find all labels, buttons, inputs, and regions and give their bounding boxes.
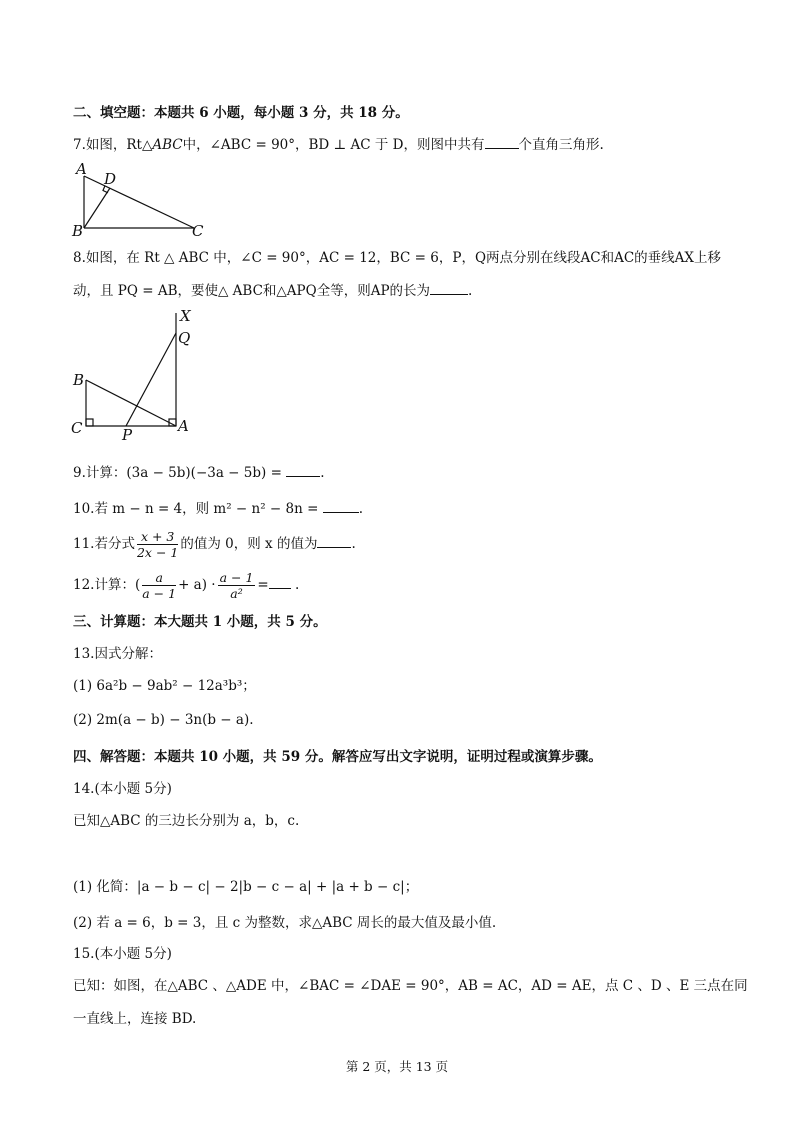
page-footer: 第 2 页，共 13 页 [345, 1059, 449, 1074]
label-a: A [178, 417, 189, 435]
q11-text-a: 11.若分式 [73, 536, 135, 552]
section-4-heading: 四、解答题：本题共 10 小题，共 59 分。解答应写出文字说明，证明过程或演算步骤。 [73, 749, 602, 765]
question-7 [73, 134, 604, 155]
q12-text-d: . [295, 577, 300, 593]
question-10 [73, 498, 363, 519]
question-8-line-1: 8.如图，在 Rt △ ABC 中，∠C = 90°，AC = 12，BC = 6，P，Q两点分别在线段AC和AC的垂线AX上移 [73, 250, 722, 266]
q7-answer-blank[interactable] [485, 134, 519, 149]
question-15-stem-line-1: 已知：如图，在△ABC 、△ADE 中，∠BAC = ∠DAE = 90°，AB = AC，AD = AE，点 C 、D 、E 三点在同 [73, 978, 748, 994]
label-a: A [76, 160, 87, 178]
question-14-part-2: (2) 若 a = 6，b = 3，且 c 为整数，求△ABC 周长的最大值及最小值. [73, 915, 497, 931]
q12-fraction-2 [218, 570, 256, 601]
q12-text-c: = [257, 577, 269, 593]
segment-bd [84, 188, 110, 228]
question-11 [73, 527, 356, 561]
q12-frac2-numerator: a − 1 [219, 570, 254, 585]
q12-frac2-denominator: a² [230, 586, 243, 601]
q12-frac1-numerator: a [142, 570, 176, 586]
q10-answer-blank[interactable] [323, 498, 359, 513]
q7-text-c: 中，∠ABC = 90°，BD ⊥ AC 于 D，则图中共有 [182, 137, 485, 153]
label-x: X [180, 307, 191, 325]
q8-text-a: 动，且 PQ = AB，要使△ ABC和△APQ全等，则AP的长为 [73, 283, 431, 299]
q9-answer-blank[interactable] [286, 462, 320, 477]
label-b: B [72, 222, 84, 238]
q8-text-b: . [468, 283, 473, 299]
q8-answer-blank[interactable] [430, 280, 468, 295]
label-q: Q [178, 329, 191, 347]
q11-text-b: 的值为 0，则 x 的值为 [180, 536, 318, 552]
q9-text-a: 9.计算：(3a − 5b)(−3a − 5b) = [73, 465, 282, 481]
q12-text-a: 12.计算：( [73, 577, 141, 593]
label-p: P [122, 426, 133, 444]
question-13-part-2: (2) 2m(a − b) − 3n(b − a). [73, 712, 254, 728]
label-d: D [104, 170, 117, 188]
q11-fraction [137, 529, 178, 560]
section-2-heading: 二、填空题：本题共 6 小题，每小题 3 分，共 18 分。 [73, 105, 409, 121]
question-14-stem: 已知△ABC 的三边长分别为 a，b，c. [73, 813, 300, 829]
question-15-stem-line-2: 一直线上，连接 BD. [73, 1011, 197, 1027]
label-c: C [192, 222, 204, 238]
q8-figure [68, 305, 208, 445]
q11-numerator: x + 3 [137, 529, 178, 545]
question-13-title: 13.因式分解： [73, 646, 162, 662]
question-9 [73, 462, 324, 483]
question-8-line-2 [73, 280, 472, 301]
question-13-part-1: (1) 6a²b − 9ab² − 12a³b³； [73, 678, 256, 694]
q7-text-d: 个直角三角形. [518, 137, 604, 153]
q11-answer-blank[interactable] [317, 533, 351, 548]
q11-denominator: 2x − 1 [136, 545, 179, 560]
segment-pq [126, 333, 176, 426]
question-14-part-1: (1) 化简：|a − b − c| − 2|b − c − a| + |a + b − c|； [73, 879, 419, 895]
q12-text-b: + a) · [178, 577, 216, 593]
q12-frac1-denominator: a − 1 [142, 586, 177, 601]
question-14-title: 14.(本小题 5分) [73, 781, 172, 797]
q12-answer-blank[interactable] [269, 574, 291, 589]
q11-text-c: . [351, 536, 356, 552]
question-15-title: 15.(本小题 5分) [73, 946, 172, 962]
q10-text-b: . [358, 501, 364, 517]
label-b: B [73, 371, 85, 389]
label-c: C [71, 419, 83, 437]
q12-fraction-1 [142, 570, 176, 601]
segment-ba [86, 380, 176, 426]
q7-triangle-figure [70, 160, 210, 238]
question-12 [73, 568, 299, 602]
q7-text-b: ABC [152, 137, 183, 153]
q10-text-a: 10.若 m − n = 4，则 m² − n² − 8n = [73, 501, 319, 517]
right-angle-mark-c [86, 419, 93, 426]
section-3-heading: 三、计算题：本大题共 1 小题，共 5 分。 [73, 614, 327, 630]
q9-text-b: . [320, 465, 325, 481]
q7-text-a: 7.如图，Rt△ [73, 137, 153, 153]
